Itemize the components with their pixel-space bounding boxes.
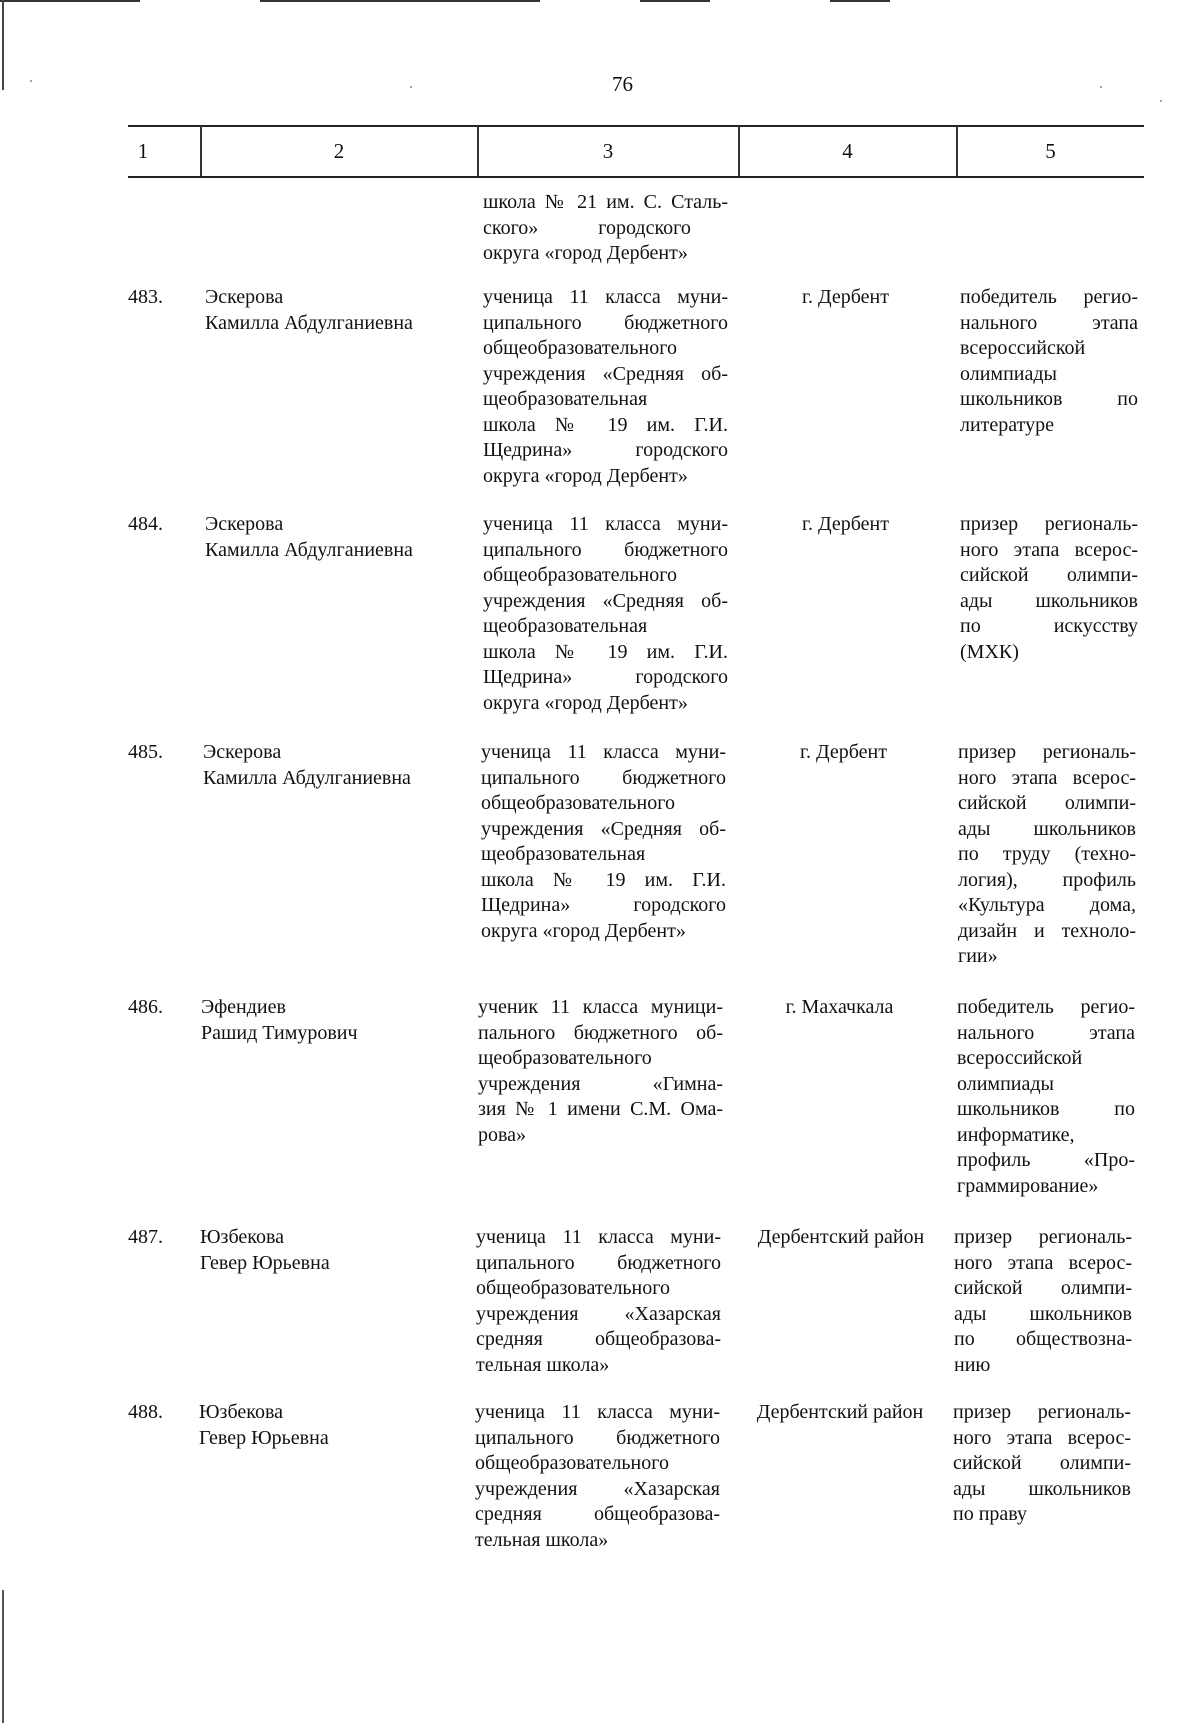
result-line: по праву xyxy=(953,1503,1028,1525)
name-line: Эскерова xyxy=(205,286,284,308)
result-line: по обществозна- xyxy=(954,1328,1132,1350)
row-number: 486. xyxy=(128,996,163,1018)
desc-line: рова» xyxy=(478,1123,527,1146)
continuation-desc xyxy=(483,190,728,267)
result-line: ады школьников xyxy=(953,1477,1131,1500)
desc-line: ученик 11 класса муници- xyxy=(478,996,723,1018)
school-description xyxy=(483,285,728,489)
result-line: сийской олимпи- xyxy=(953,1452,1131,1474)
desc-line: учреждения «Средняя об- xyxy=(481,817,726,840)
desc-line: школа № 21 им. С. Сталь- xyxy=(483,191,728,213)
name-line: Эскерова xyxy=(203,741,282,763)
desc-line: тельная школа» xyxy=(476,1353,610,1376)
desc-line: округа «город Дербент» xyxy=(483,691,688,714)
desc-line: округа «город Дербент» xyxy=(481,919,686,942)
result-line: сийской олимпи- xyxy=(954,1277,1132,1299)
olympiad-result xyxy=(954,1225,1132,1378)
desc-line: щеобразовательная xyxy=(483,388,648,410)
school-description xyxy=(481,740,726,944)
desc-line: общеобразовательного xyxy=(483,564,677,586)
desc-line: ученица 11 класса муни- xyxy=(476,1226,721,1248)
city: г. Дербент xyxy=(802,513,889,535)
result-line: граммирование» xyxy=(957,1174,1099,1197)
row-number: 487. xyxy=(128,1226,163,1248)
row-number: 484. xyxy=(128,513,163,535)
participant-name xyxy=(199,1400,439,1451)
city: г. Махачкала xyxy=(785,996,894,1018)
desc-line: средняя общеобразова- xyxy=(476,1328,721,1350)
school-description xyxy=(483,512,728,716)
result-line: всероссийской xyxy=(960,337,1086,359)
desc-line: общеобразовательного xyxy=(483,337,677,359)
result-line: всероссийской xyxy=(957,1047,1083,1069)
desc-line: ципального бюджетного xyxy=(483,311,728,334)
table-header-rule xyxy=(128,176,1144,178)
name-line: Гевер Юрьевна xyxy=(199,1426,329,1449)
participant-name xyxy=(201,995,441,1046)
desc-line: учреждения «Хазарская xyxy=(476,1302,721,1325)
result-line: по труду (техно- xyxy=(958,843,1136,865)
result-line: ады школьников xyxy=(954,1302,1132,1325)
result-line: призер региональ- xyxy=(953,1401,1131,1423)
result-line: олимпиады xyxy=(957,1072,1054,1095)
city: г. Дербент xyxy=(802,286,889,308)
desc-line: ученица 11 класса муни- xyxy=(481,741,726,763)
participant-name xyxy=(205,512,445,563)
olympiad-result xyxy=(953,1400,1131,1528)
result-line: (МХК) xyxy=(960,640,1019,663)
city: г. Дербент xyxy=(800,741,887,763)
row-number: 483. xyxy=(128,286,163,308)
result-line: по искусству xyxy=(960,615,1138,637)
result-line: школьников по xyxy=(960,388,1138,410)
desc-line: Щедрина» городского xyxy=(483,439,728,461)
row-number: 485. xyxy=(128,741,163,763)
result-line: дизайн и техноло- xyxy=(958,919,1136,942)
result-line: логия), профиль xyxy=(958,868,1136,891)
desc-line: учреждения «Гимна- xyxy=(478,1072,723,1095)
school-description xyxy=(476,1225,721,1378)
school-description xyxy=(478,995,723,1148)
scan-edge-left-bottom xyxy=(2,1590,4,1723)
olympiad-result xyxy=(958,740,1136,970)
result-line: ного этапа всерос- xyxy=(954,1251,1132,1274)
result-line: ады школьников xyxy=(958,817,1136,840)
desc-line: школа № 19 им. Г.И. xyxy=(483,413,728,436)
desc-line: учреждения «Средняя об- xyxy=(483,589,728,612)
participant-name xyxy=(205,285,445,336)
desc-line: ципального бюджетного xyxy=(481,766,726,789)
result-line: «Культура дома, xyxy=(958,894,1136,916)
result-line: литературе xyxy=(960,413,1055,436)
desc-line: тельная школа» xyxy=(475,1528,609,1551)
result-line: победитель регио- xyxy=(957,996,1135,1018)
desc-line: ципального бюджетного xyxy=(475,1426,720,1449)
result-line: олимпиады xyxy=(960,362,1057,385)
desc-line: Щедрина» городского xyxy=(481,894,726,916)
result-line: призер региональ- xyxy=(958,741,1136,763)
page-number: 76 xyxy=(612,72,633,96)
result-line: призер региональ- xyxy=(960,513,1138,535)
column-header-4: 4 xyxy=(842,139,853,163)
result-line: ного этапа всерос- xyxy=(953,1426,1131,1449)
desc-line: Щедрина» городского xyxy=(483,666,728,688)
result-line: нию xyxy=(954,1353,991,1376)
row-number: 488. xyxy=(128,1401,163,1423)
desc-line: ципального бюджетного xyxy=(483,538,728,561)
desc-line: общеобразовательного xyxy=(481,792,675,814)
result-line: сийской олимпи- xyxy=(960,564,1138,586)
desc-line: ученица 11 класса муни- xyxy=(475,1401,720,1423)
name-line: Гевер Юрьевна xyxy=(200,1251,330,1274)
desc-line: школа № 19 им. Г.И. xyxy=(481,868,726,891)
city: Дербентский район xyxy=(756,1401,924,1423)
column-header-5: 5 xyxy=(1045,139,1056,163)
desc-line: общеобразовательного xyxy=(475,1452,669,1474)
participant-name xyxy=(200,1225,440,1276)
result-line: профиль «Про- xyxy=(957,1149,1135,1171)
desc-line: щеобразовательного xyxy=(478,1047,652,1069)
scan-edge-top xyxy=(0,0,1200,4)
result-line: сийской олимпи- xyxy=(958,792,1136,814)
name-line: Эфендиев xyxy=(201,996,286,1018)
name-line: Эскерова xyxy=(205,513,284,535)
column-header-2: 2 xyxy=(333,139,345,163)
desc-line: ученица 11 класса муни- xyxy=(483,513,728,535)
column-header-1: 1 xyxy=(137,139,149,163)
result-line: информатике, xyxy=(957,1123,1075,1146)
desc-line: ского» городского xyxy=(483,216,691,239)
desc-line: зия № 1 имени С.М. Ома- xyxy=(478,1098,723,1120)
desc-line: ципального бюджетного xyxy=(476,1251,721,1274)
desc-line: учреждения «Средняя об- xyxy=(483,362,728,385)
result-line: призер региональ- xyxy=(954,1226,1132,1248)
result-line: школьников по xyxy=(957,1098,1135,1120)
participant-name xyxy=(203,740,443,791)
name-line: Камилла Абдулганиевна xyxy=(205,538,413,561)
result-line: нального этапа xyxy=(957,1021,1135,1044)
desc-line: округа «город Дербент» xyxy=(483,464,688,487)
column-header-3: 3 xyxy=(602,139,614,163)
result-line: ного этапа всерос- xyxy=(958,766,1136,789)
desc-line: щеобразовательная xyxy=(483,615,648,637)
result-line: гии» xyxy=(958,945,998,967)
name-line: Рашид Тимурович xyxy=(201,1021,358,1044)
olympiad-result xyxy=(960,512,1138,665)
desc-line: пального бюджетного об- xyxy=(478,1021,723,1044)
city: Дербентский район xyxy=(757,1226,925,1248)
name-line: Юзбекова xyxy=(199,1401,284,1423)
desc-line: щеобразовательная xyxy=(481,843,646,865)
result-line: ного этапа всерос- xyxy=(960,538,1138,561)
desc-line: средняя общеобразова- xyxy=(475,1503,720,1525)
result-line: нального этапа xyxy=(960,311,1138,334)
result-line: ады школьников xyxy=(960,589,1138,612)
school-description xyxy=(475,1400,720,1553)
desc-line: школа № 19 им. Г.И. xyxy=(483,640,728,663)
scan-speck xyxy=(1160,100,1162,102)
desc-line: учреждения «Хазарская xyxy=(475,1477,720,1500)
name-line: Камилла Абдулганиевна xyxy=(203,766,411,789)
name-line: Камилла Абдулганиевна xyxy=(205,311,413,334)
result-line: победитель регио- xyxy=(960,286,1138,308)
name-line: Юзбекова xyxy=(200,1226,285,1248)
desc-line: округа «город Дербент» xyxy=(483,242,688,264)
olympiad-result xyxy=(957,995,1135,1199)
desc-line: общеобразовательного xyxy=(476,1277,670,1299)
desc-line: ученица 11 класса муни- xyxy=(483,286,728,308)
olympiad-result xyxy=(960,285,1138,438)
